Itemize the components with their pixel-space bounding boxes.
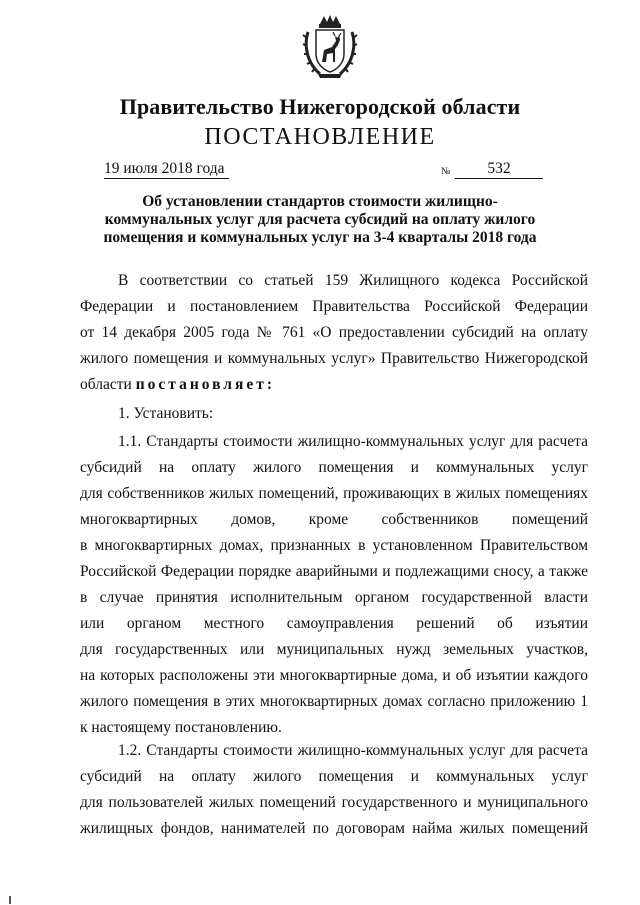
document-subject <box>70 193 570 247</box>
item-1-1-paragraph <box>80 429 588 741</box>
subject-line: Об установлении стандартов стоимости жилищно- <box>142 193 498 210</box>
text-line: для собственников жилых помещений, проживающих в жилых помещениях <box>80 485 588 502</box>
text-line <box>80 372 588 398</box>
item-1-2-paragraph <box>80 738 588 842</box>
text-line: от 14 декабря 2005 года № 761 «О предоставлении субсидий на оплату <box>80 324 588 341</box>
subject-line: коммунальных услуг для расчета субсидий на оплату жилого <box>104 211 536 228</box>
text-line: в многоквартирных домах, признанных в установленном Правительством <box>80 537 588 554</box>
nizhny-novgorod-coat-of-arms-icon <box>302 14 358 80</box>
text-line: многоквартирных домов, кроме собственников помещений <box>80 511 588 528</box>
text-line: В соответствии со статьей 159 Жилищного кодекса Российской <box>118 272 588 289</box>
text-line: 1.2. Стандарты стоимости жилищно-коммунальных услуг для расчета <box>118 742 588 759</box>
document-type-heading: ПОСТАНОВЛЕНИЕ <box>204 124 436 150</box>
decree-word: постановляет: <box>135 376 276 393</box>
text-line: субсидий на оплату жилого помещения и коммунальных услуг <box>80 459 588 476</box>
text-line: 1.1. Стандарты стоимости жилищно-коммунальных услуг для расчета <box>118 433 588 450</box>
text-line: Федерации и постановлением Правительства Российской Федерации <box>80 298 588 315</box>
text-line: на которых расположены эти многоквартирные дома, и об изъятии каждого <box>80 667 588 684</box>
government-title: Правительство Нижегородской области <box>119 94 521 119</box>
document-date: 19 июля 2018 года <box>104 160 229 179</box>
scan-margin-mark <box>9 896 11 904</box>
text-line: 1. Установить: <box>118 405 214 422</box>
text-line: в случае принятия исполнительным органом государственной власти <box>80 589 588 606</box>
text-line: к настоящему постановлению. <box>80 719 282 736</box>
document-number: 532 <box>455 160 543 179</box>
text-line: жилого помещения в этих многоквартирных домах согласно приложению 1 <box>80 693 588 710</box>
preamble-paragraph <box>80 268 588 398</box>
subject-line: помещения и коммунальных услуг на 3-4 кварталы 2018 года <box>103 229 537 246</box>
item-1-paragraph <box>80 401 588 427</box>
text-line: для государственных или муниципальных нужд земельных участков, <box>80 641 588 658</box>
text-line: жилого помещения и коммунальных услуг» Правительство Нижегородской <box>80 350 588 367</box>
preamble-last-prefix: области <box>80 376 132 393</box>
text-line: для пользователей жилых помещений государственного и муниципального <box>80 794 588 811</box>
text-line: или органом местного самоуправления решений об изъятии <box>80 615 588 632</box>
text-line: жилищных фондов, нанимателей по договорам найма жилых помещений <box>80 820 588 837</box>
text-line: Российской Федерации порядке аварийными и подлежащими сносу, а также <box>80 563 588 580</box>
number-sign: № <box>441 166 451 177</box>
text-line: субсидий на оплату жилого помещения и коммунальных услуг <box>80 768 588 785</box>
